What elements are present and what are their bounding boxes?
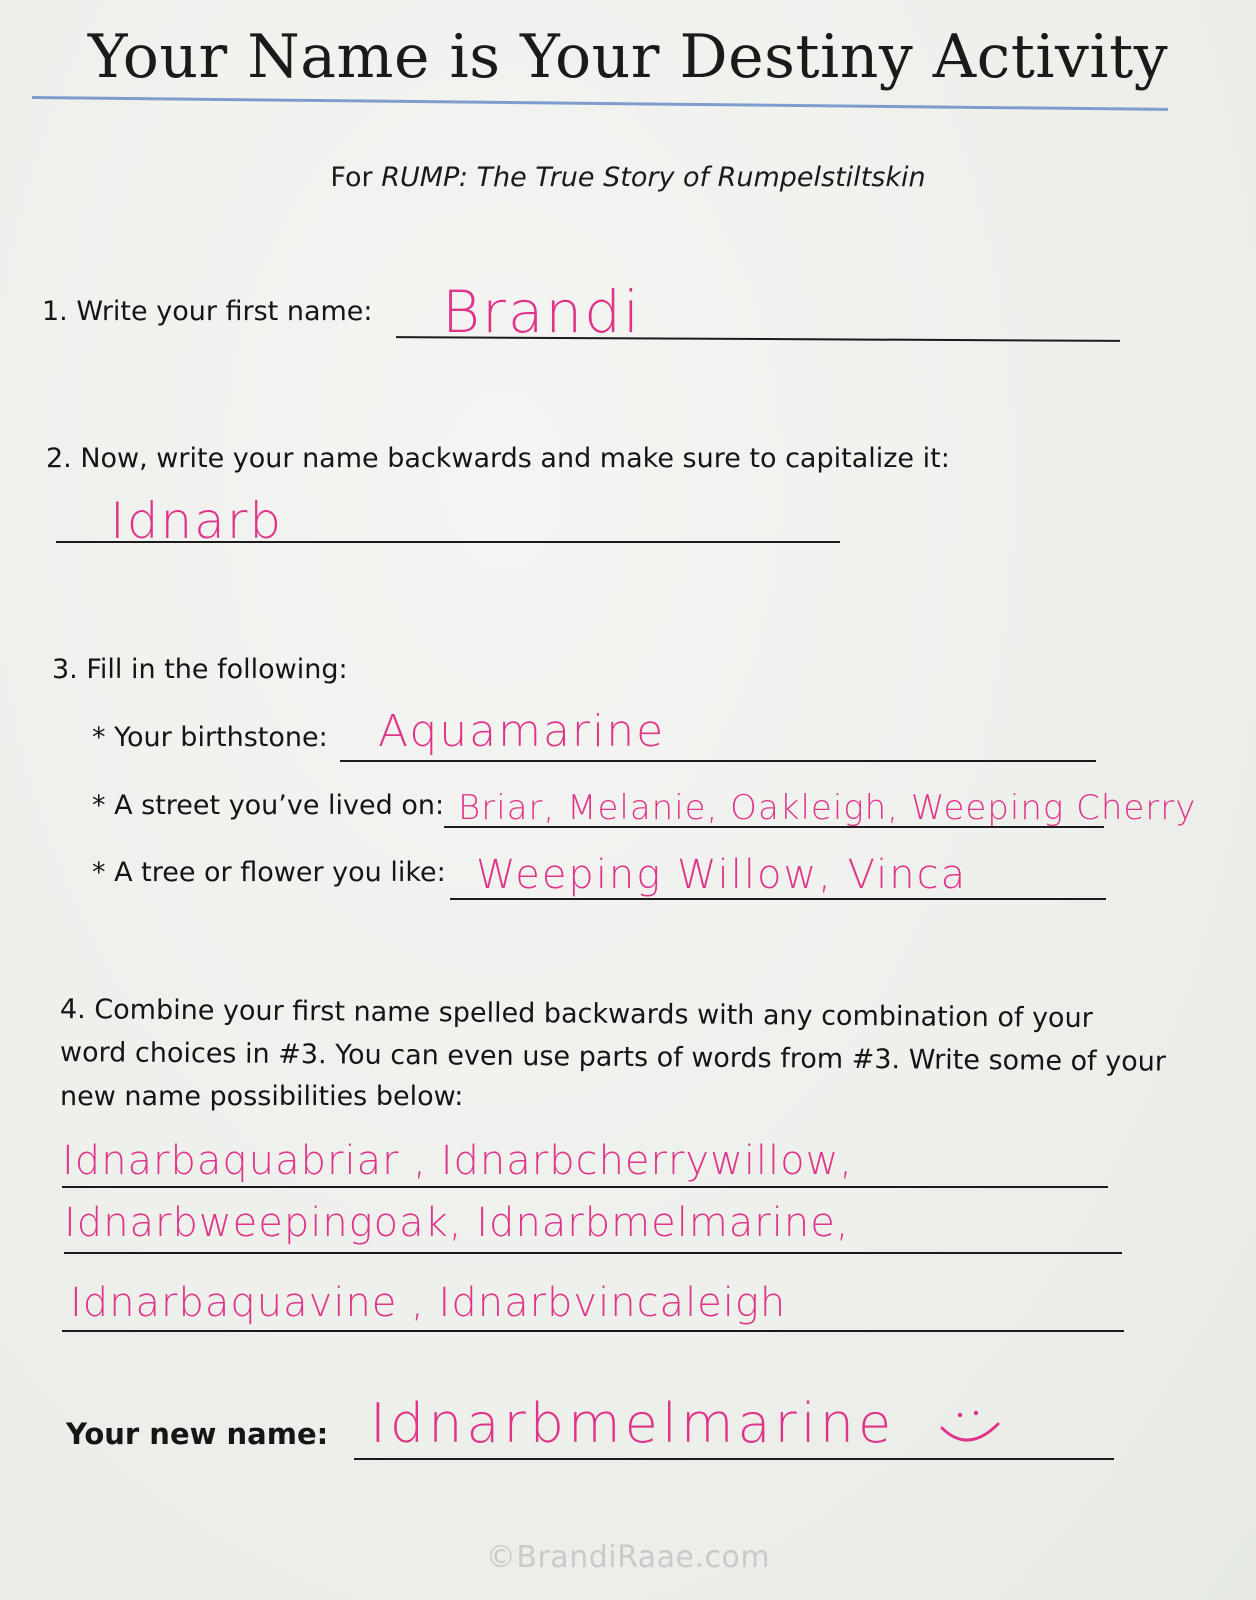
- q1-label: 1. Write your first name:: [42, 296, 373, 327]
- subtitle-book-title: RUMP: The True Story of Rumpelstiltskin: [381, 162, 926, 193]
- q2-label: 2. Now, write your name backwards and make sure to capitalize it:: [46, 443, 950, 474]
- worksheet-subtitle: [0, 162, 1256, 193]
- q4-answer-line-2: Idnarbweepingoak, Idnarbmelmarine,: [64, 1200, 850, 1246]
- title-underline: [32, 96, 1168, 111]
- q3-tree-label: * A tree or flower you like:: [92, 857, 446, 888]
- subtitle-prefix: For: [330, 162, 382, 193]
- copyright-watermark: ©BrandiRaae.com: [485, 1540, 771, 1575]
- q4-answer-line-1: Idnarbaquabriar , Idnarbcherrywillow,: [62, 1138, 854, 1184]
- q4-blank-line-1: [62, 1186, 1108, 1188]
- q3-birthstone-answer: Aquamarine: [378, 706, 666, 757]
- q4-blank-line-3: [62, 1330, 1124, 1332]
- worksheet-title: Your Name is Your Destiny Activity: [87, 22, 1169, 92]
- q2-handwritten-answer: Idnarb: [110, 492, 284, 550]
- new-name-handwritten-answer: Idnarbmelmarine: [370, 1392, 896, 1455]
- smiley-face-icon: [938, 1406, 1004, 1450]
- q1-handwritten-answer: Brandi: [442, 278, 642, 346]
- q3-street-label: * A street you’ve lived on:: [92, 790, 445, 821]
- q3-birthstone-label: * Your birthstone:: [92, 722, 328, 753]
- q3-tree-answer: Weeping Willow, Vinca: [476, 852, 968, 898]
- q3-label: 3. Fill in the following:: [52, 654, 348, 685]
- new-name-blank-line: [354, 1458, 1114, 1460]
- q4-line-1: 4. Combine your first name spelled backwards with any combination of your: [59, 994, 1093, 1035]
- q4-blank-line-2: [64, 1252, 1122, 1254]
- q3-birthstone-blank-line: [340, 760, 1096, 762]
- q4-line-2: word choices in #3. You can even use parts of words from #3. Write some of your: [59, 1037, 1167, 1078]
- q4-line-3: new name possibilities below:: [60, 1081, 464, 1112]
- new-name-label: Your new name:: [66, 1417, 329, 1451]
- q3-tree-blank-line: [450, 898, 1106, 900]
- q3-street-answer: Briar, Melanie, Oakleigh, Weeping Cherry: [458, 788, 1197, 828]
- q4-answer-line-3: Idnarbaquavine , Idnarbvincaleigh: [70, 1280, 787, 1326]
